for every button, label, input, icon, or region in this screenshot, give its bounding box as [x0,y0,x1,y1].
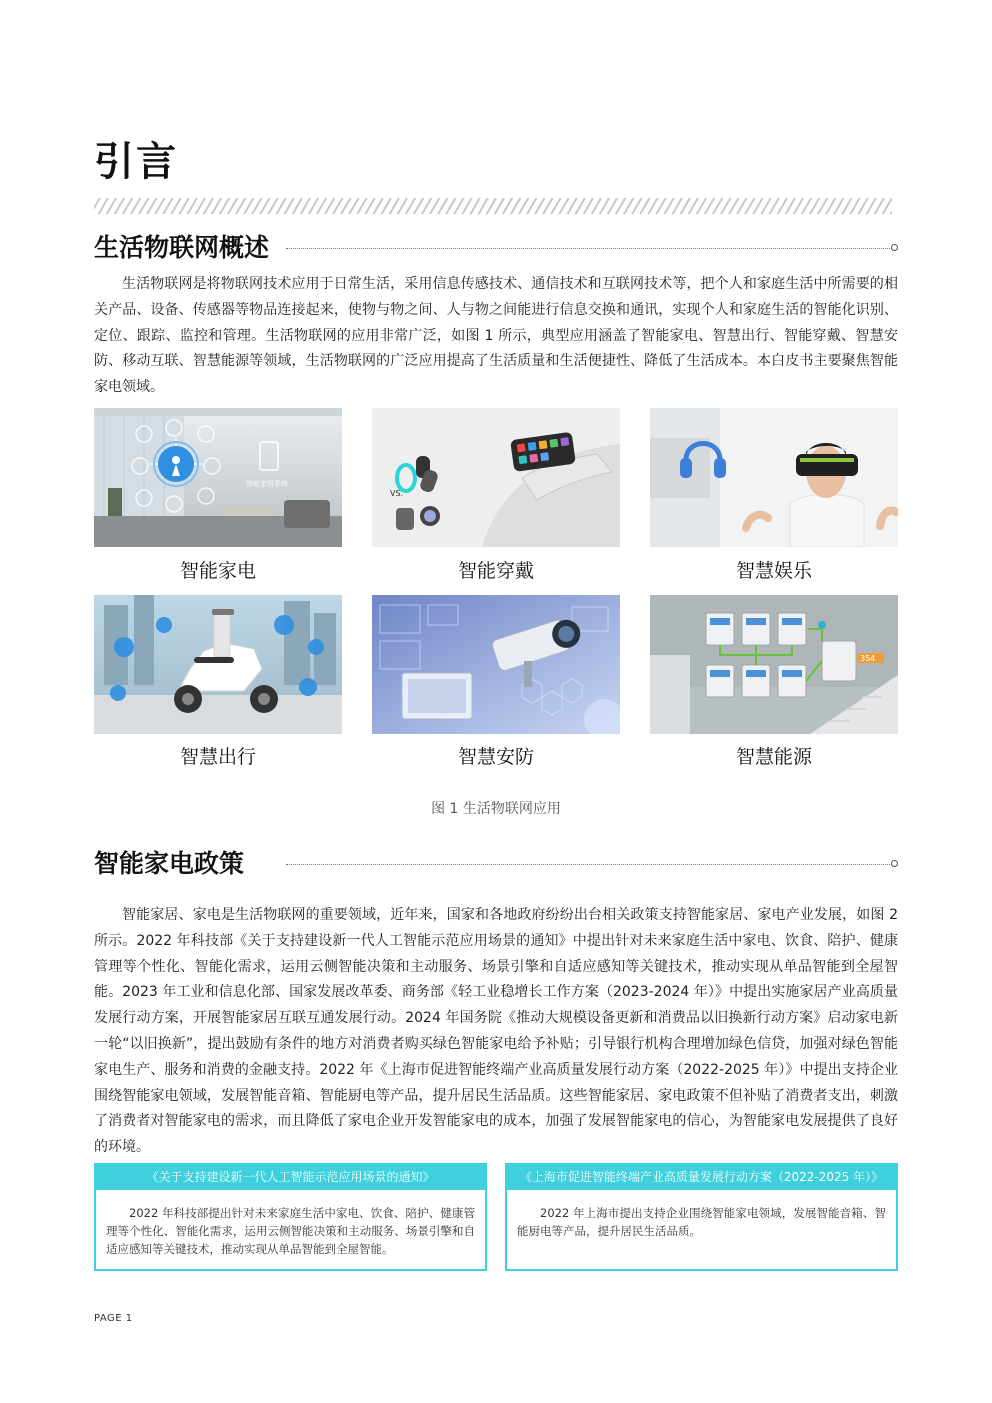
dotted-rule [286,864,892,865]
policy-card-body: 2022 年科技部提出针对未来家庭生活中家电、饮食、陪护、健康管理等个性化、智能化需求，运用云侧智能决策和主动服务、场景引擎和自适应感知等关键技术，推动实现从单品智能到全屋智能。 [106,1206,475,1256]
hatched-divider [94,198,892,214]
section-heading-policy [94,848,898,880]
policy-card-ai-scenarios [94,1163,487,1271]
photo-label-smart-security: 智慧安防 [457,746,534,768]
page-title: 引言 [94,139,178,185]
photo-label-smart-appliances: 智能家电 [179,560,256,582]
policy-card-shanghai-terminals [505,1163,898,1271]
photo-smart-travel [94,595,342,734]
overview-paragraph: 生活物联网是将物联网技术应用于日常生活，采用信息传感技术、通信技术和互联网技术等，把个人和家庭生活中所需要的相关产品、设备、传感器等物品连接起来，使物与物之间、人与物之间能进行信息交换和通讯，实现个人和家庭生活的智能化识别、定位、跟踪、监控和管理。生活物联网的应用非常广泛，如图 1 所示，典型应用涵盖了智能家电、智慧出行、智能穿戴、智慧安防、移动互联、智慧能源等领域，生活物联网的广泛应用提高了生活质量和生活便捷性、降低了生活成本。本白皮书主要聚焦智能家电领域。 [94,276,898,396]
figure-caption: 图 1 生活物联网应用 [431,801,561,817]
policy-card-body: 2022 年上海市提出支持企业围绕智能家电领域，发展智能音箱、智能厨电等产品，提升居民生活品质。 [517,1206,886,1238]
section-title-overview: 生活物联网概述 [94,233,270,262]
page-number: PAGE 1 [94,1313,133,1324]
rule-end-circle [891,244,898,251]
photo-label-smart-wearables: 智能穿戴 [457,560,534,582]
overlay-text-vs: VS. [390,489,404,498]
photo-smart-energy [650,595,898,734]
photo-label-smart-entertainment: 智慧娱乐 [735,560,812,582]
policy-card-title: 《上海市促进智能终端产业高质量发展行动方案（2022-2025 年）》 [507,1165,896,1190]
photo-label-smart-energy: 智慧能源 [735,746,812,768]
photo-label-smart-travel: 智慧出行 [179,746,256,768]
policy-card-title: 《关于支持建设新一代人工智能示范应用场景的通知》 [96,1165,485,1190]
photo-smart-security [372,595,620,734]
policy-paragraph: 智能家居、家电是生活物联网的重要领域，近年来，国家和各地政府纷纷出台相关政策支持智能家居、家电产业发展，如图 2所示。2022 年科技部《关于支持建设新一代人工智能示范应用场景的通知》中提出针对未来家庭生活中家电、饮食、陪护、健康管理等个性化、智能化需求，运用云侧智能决策和主动服务、场景引擎和自适应感知等关键技术，推动实现从单品智能到全屋智能。2023 年工业和信息化部、国家发展改革委、商务部《轻工业稳增长工作方案（2023-2024 年）》中提出实施家居产业高质量发展行动方案，开展智能家居互联互通发展行动。2024 年国务院《推动大规模设备更新和消费品以旧换新行动方案》启动家电新一轮“以旧换新”，提出鼓励有条件的地方对消费者购买绿色智能家电给予补贴；引导银行机构合理增加绿色信贷，加强对绿色智能家电生产、服务和消费的金融支持。2022 年《上海市促进智能终端产业高质量发展行动方案（2022-2025 年）》中提出支持企业围绕智能家电领域，发展智能音箱、智能厨电等产品，提升居民生活品质。这些智能家居、家电政策不但补贴了消费者支出，刺激了消费者对智能家电的需求，而且降低了家电企业开发智能家电的成本，加强了发展智能家电的信心，为智能家电发展提供了良好的环境。 [94,907,898,1156]
rule-end-circle [891,860,898,867]
section-title-policy: 智能家电政策 [94,849,245,878]
dotted-rule [286,248,892,249]
photo-smart-entertainment [650,408,898,547]
overlay-text-smart-home: 智能家居系统 [246,480,288,488]
photo-smart-appliances [94,408,342,547]
photo-smart-wearables [372,408,620,547]
section-heading-overview [94,232,898,264]
overlay-text-meter-value: 354 [860,654,876,663]
